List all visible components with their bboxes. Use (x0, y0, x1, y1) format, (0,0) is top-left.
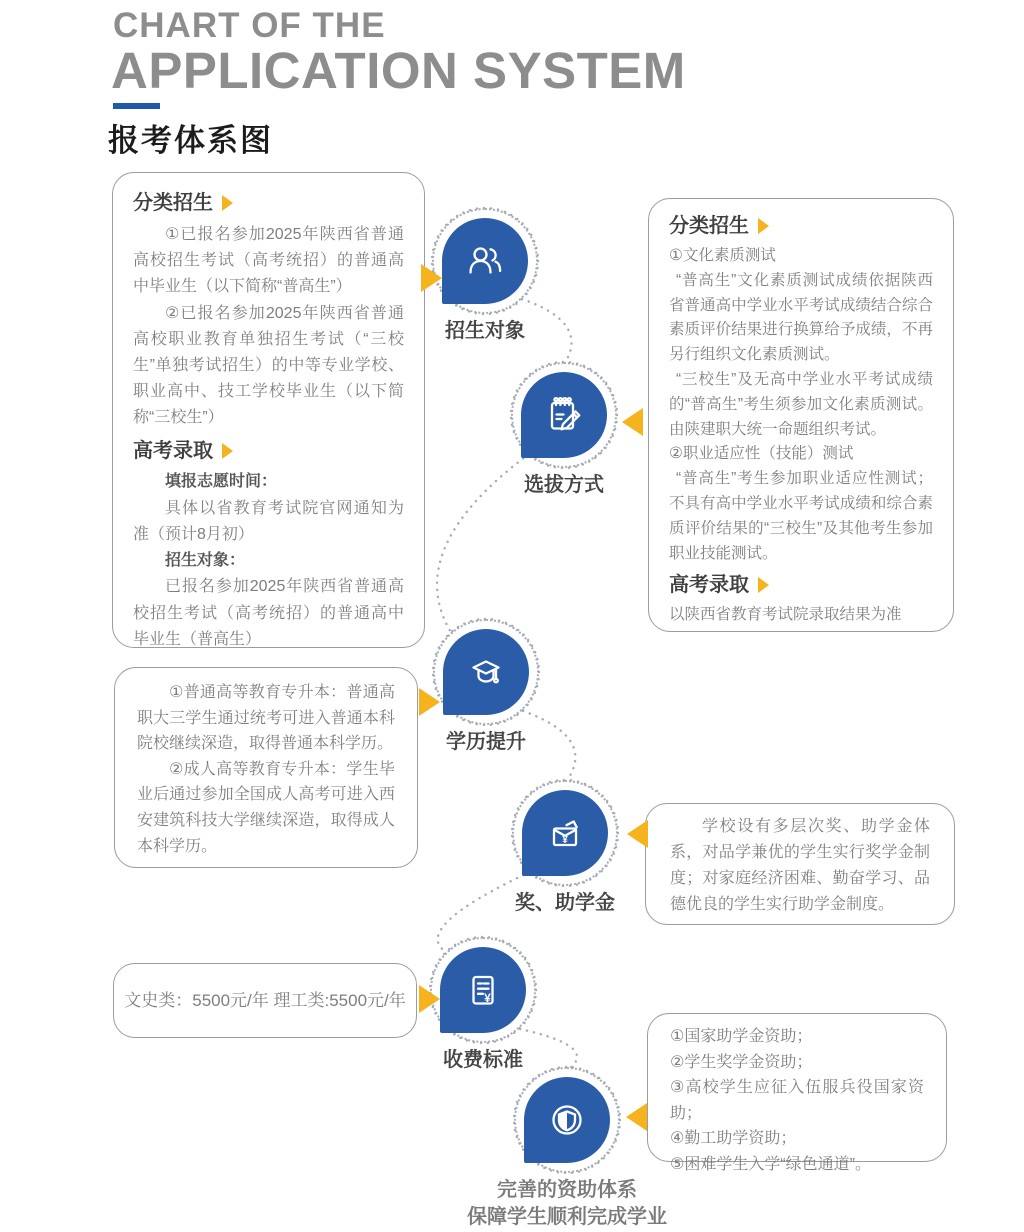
section-heading-label: 高考录取 (133, 439, 213, 462)
title-line2: APPLICATION SYSTEM (111, 42, 686, 99)
node-label: 收费标准 (443, 1049, 523, 1071)
node-label: 选拔方式 (524, 474, 604, 496)
section-heading-label: 分类招生 (669, 215, 749, 237)
yellow-arrow-left-icon (627, 820, 648, 848)
yellow-arrow-left-icon (626, 1103, 647, 1131)
sub-heading: 填报志愿时间： (165, 473, 278, 491)
paragraph: ②职业适应性（技能）测试 (669, 445, 854, 463)
list-item: ②学生奖学金资助； (670, 1053, 813, 1071)
node-label: 学历提升 (446, 731, 526, 753)
node-bubble (443, 629, 529, 715)
node-bubble (442, 218, 528, 304)
section-heading-label: 高考录取 (669, 574, 749, 597)
paragraph: ①普通高等教育专升本：普通高职大三学生通过统考可进入普通本科院校继续深造，取得普通本科学历。 (137, 684, 395, 753)
list-item: ④勤工助学资助； (670, 1130, 797, 1148)
arrow-right-icon (222, 195, 233, 211)
paragraph: 学校设有多层次奖、助学金体系，对品学兼优的学生实行奖学金制度；对家庭经济困难、勤奋学习、品德优良的学生实行助学金制度。 (670, 818, 930, 913)
arrow-right-icon (222, 443, 233, 459)
paragraph: “普高生”文化素质测试成绩依据陕西省普通高中学业水平考试成绩结合综合素质评价结果进行换算给予成绩，不再另行组织文化素质测试。 (669, 271, 933, 364)
money-envelope-icon (541, 809, 589, 857)
page-title: 报考体系图 (108, 123, 273, 158)
people-icon (461, 237, 509, 285)
section-heading-label: 分类招生 (133, 192, 213, 214)
arrow-right-icon (758, 577, 769, 593)
list-item: ⑤困难学生入学“绿色通道”。 (670, 1155, 872, 1173)
arrow-right-icon (758, 218, 769, 234)
info-box-selection-right (648, 198, 954, 632)
svg-text:¥: ¥ (484, 991, 491, 1005)
node-label-line1: 完善的资助体系 (497, 1179, 637, 1201)
info-box-scholarship-right (645, 803, 955, 925)
paragraph: “三校生”及无高中学业水平考试成绩的“普高生”考生须参加文化素质测试。由陕建职大统一命题组织考试。 (669, 370, 933, 438)
title-line1: CHART OF THE (113, 6, 386, 45)
yellow-arrow-right-icon (419, 985, 440, 1013)
flow-node-scholarship (512, 780, 618, 914)
sub-heading: 招生对象： (165, 552, 246, 570)
section-heading-classified-enrollment (133, 187, 404, 220)
node-label (467, 1177, 667, 1231)
info-box-tuition-left (113, 963, 417, 1038)
paragraph: 以陕西省教育考试院录取结果为准 (669, 606, 902, 624)
section-heading-gaokao-admission (669, 569, 933, 601)
node-bubble (522, 790, 608, 876)
flow-node-funding-system (467, 1067, 667, 1228)
info-box-funding-right (647, 1013, 947, 1173)
paragraph: 具体以省教育考试院官网通知为准（预计8月初） (133, 499, 404, 543)
tuition-text: 文史类：5500元/年 理工类:5500元/年 (124, 990, 406, 1010)
paragraph: ①文化素质测试 (669, 247, 776, 264)
paragraph: “普高生”考生参加职业适应性测试；不具有高中学业水平考试成绩和综合素质评价结果的“三校生”及其他考生参加职业技能测试。 (669, 470, 933, 562)
bill-yuan-icon (459, 966, 507, 1014)
paragraph: ①已报名参加2025年陕西省普通高校招生考试（高考统招）的普通高中毕业生（以下简称“普高生”） (133, 225, 404, 296)
node-label-line2: 保障学生顺利完成学业 (467, 1206, 667, 1228)
node-bubble (440, 947, 526, 1033)
flow-node-enrollment-target (432, 208, 538, 342)
paragraph: 已报名参加2025年陕西省普通高校招生考试（高考统招）的普通高中毕业生（普高生） (133, 578, 404, 648)
yellow-arrow-right-icon (421, 264, 442, 292)
list-item: ①国家助学金资助； (670, 1028, 813, 1045)
notepad-pencil-icon (540, 391, 588, 439)
info-box-degree-upgrade-left (114, 667, 418, 868)
flow-node-tuition-standard (430, 937, 536, 1071)
title-underline (113, 103, 160, 109)
flow-node-degree-upgrade (433, 619, 539, 753)
flow-node-selection-method (511, 362, 617, 496)
info-box-enrollment-left (112, 172, 425, 648)
yellow-arrow-right-icon (419, 688, 440, 716)
section-heading-classified-enrollment (669, 210, 933, 242)
list-item: ③高校学生应征入伍服兵役国家资助； (670, 1079, 924, 1122)
node-label: 招生对象 (445, 320, 525, 342)
node-label: 奖、助学金 (515, 892, 615, 914)
graduation-cap-icon (462, 648, 510, 696)
svg-text:¥: ¥ (562, 835, 568, 846)
section-heading-gaokao-admission (133, 435, 404, 468)
node-bubble (521, 372, 607, 458)
node-bubble (524, 1077, 610, 1163)
paragraph: ②已报名参加2025年陕西省普通高校职业教育单独招生考试（“三校生”单独考试招生）的中等专业学校、职业高中、技工学校毕业生（以下简称“三校生”） (133, 304, 404, 427)
yellow-arrow-left-icon (622, 408, 643, 436)
paragraph: ②成人高等教育专升本：学生毕业后通过参加全国成人高考可进入西安建筑科技大学继续深造，取得成人本科学历。 (137, 760, 395, 855)
shield-icon (543, 1096, 591, 1144)
